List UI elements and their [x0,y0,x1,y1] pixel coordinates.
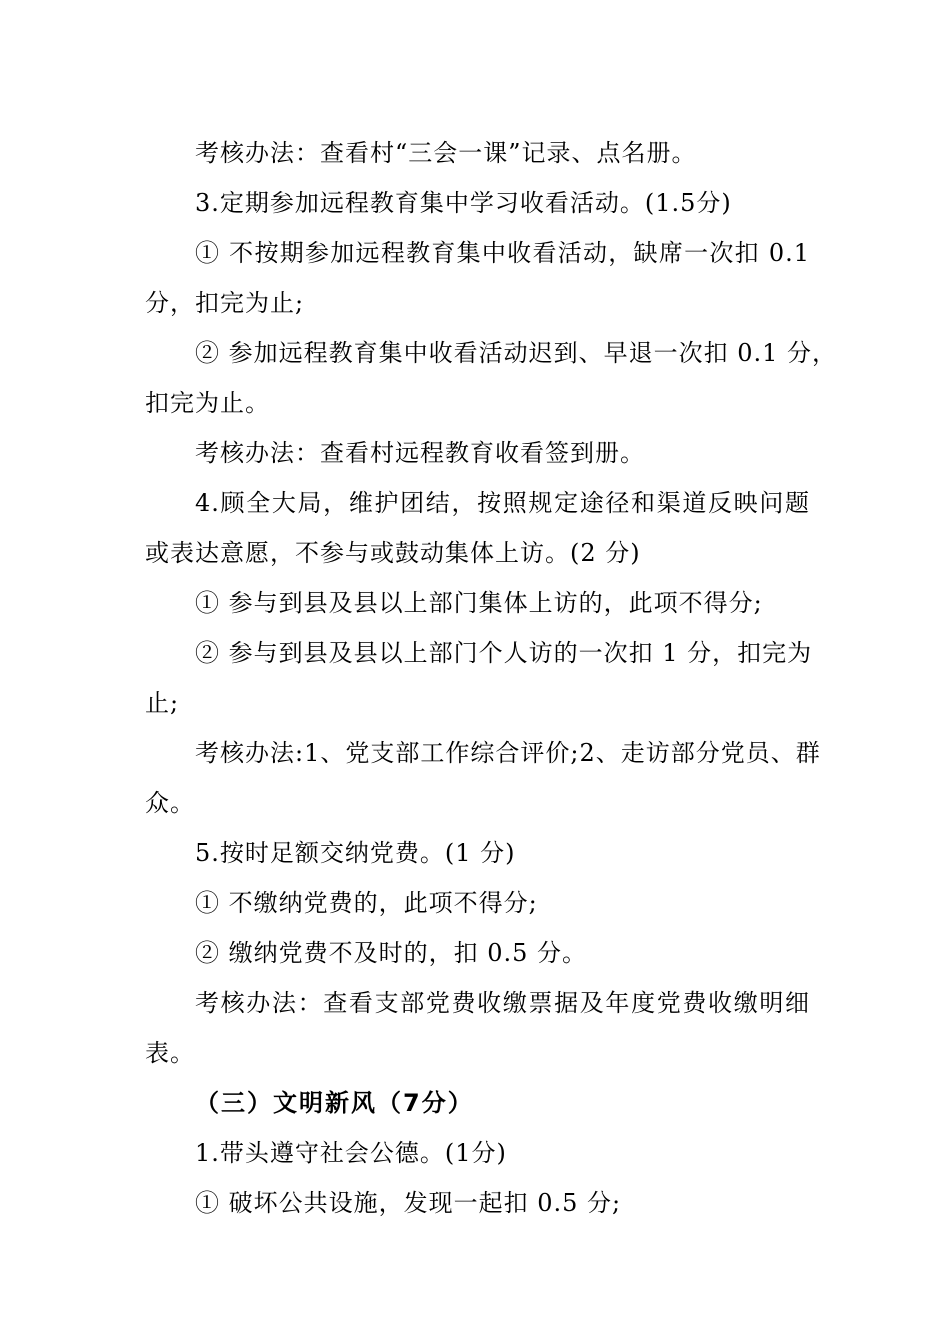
text-line-item-5-title: 5.按时足额交纳党费。(1 分) [195,839,516,867]
text-line-item-3-rule-2: ② 参加远程教育集中收看活动迟到、早退一次扣 0.1 分， [195,339,838,367]
text-line-assessment-method-cont: 表。 [145,1039,195,1067]
text-line-section-item-1-rule-1: ① 破坏公共设施，发现一起扣 0.5 分; [195,1189,622,1217]
text-line-item-4-rule-2-cont: 止; [145,689,180,717]
text-line-item-5-rule-1: ① 不缴纳党费的，此项不得分; [195,889,538,917]
section-heading: （三）文明新风（7分） [195,1089,474,1117]
text-line-assessment-method: 考核办法：查看支部党费收缴票据及年度党费收缴明细 [195,989,810,1017]
text-line-item-3-rule-2-cont: 扣完为止。 [145,389,270,417]
document-body [145,128,838,1228]
text-line-assessment-method: 考核办法:1、党支部工作综合评价;2、走访部分党员、群 [195,739,821,767]
text-line-assessment-method: 考核办法：查看村“三会一课”记录、点名册。 [195,139,697,167]
text-line-assessment-method: 考核办法：查看村远程教育收看签到册。 [195,439,645,467]
text-line-item-4-rule-1: ① 参与到县及县以上部门集体上访的，此项不得分; [195,589,763,617]
text-line-assessment-method-cont: 众。 [145,789,195,817]
text-line-item-4-title-cont: 或表达意愿，不参与或鼓动集体上访。(2 分) [145,539,641,567]
text-line-item-3-title: 3.定期参加远程教育集中学习收看活动。(1.5分) [195,189,732,217]
text-line-item-4-rule-2: ② 参与到县及县以上部门个人访的一次扣 1 分，扣完为 [195,639,813,667]
text-line-item-5-rule-2: ② 缴纳党费不及时的，扣 0.5 分。 [195,939,588,967]
text-line-item-3-rule-1: ① 不按期参加远程教育集中收看活动，缺席一次扣 0.1 [195,239,810,267]
text-line-section-item-1-title: 1.带头遵守社会公德。(1分) [195,1139,507,1167]
text-line-item-3-rule-1-cont: 分，扣完为止; [145,289,305,317]
text-line-item-4-title: 4.顾全大局，维护团结，按照规定途径和渠道反映问题 [195,489,810,517]
